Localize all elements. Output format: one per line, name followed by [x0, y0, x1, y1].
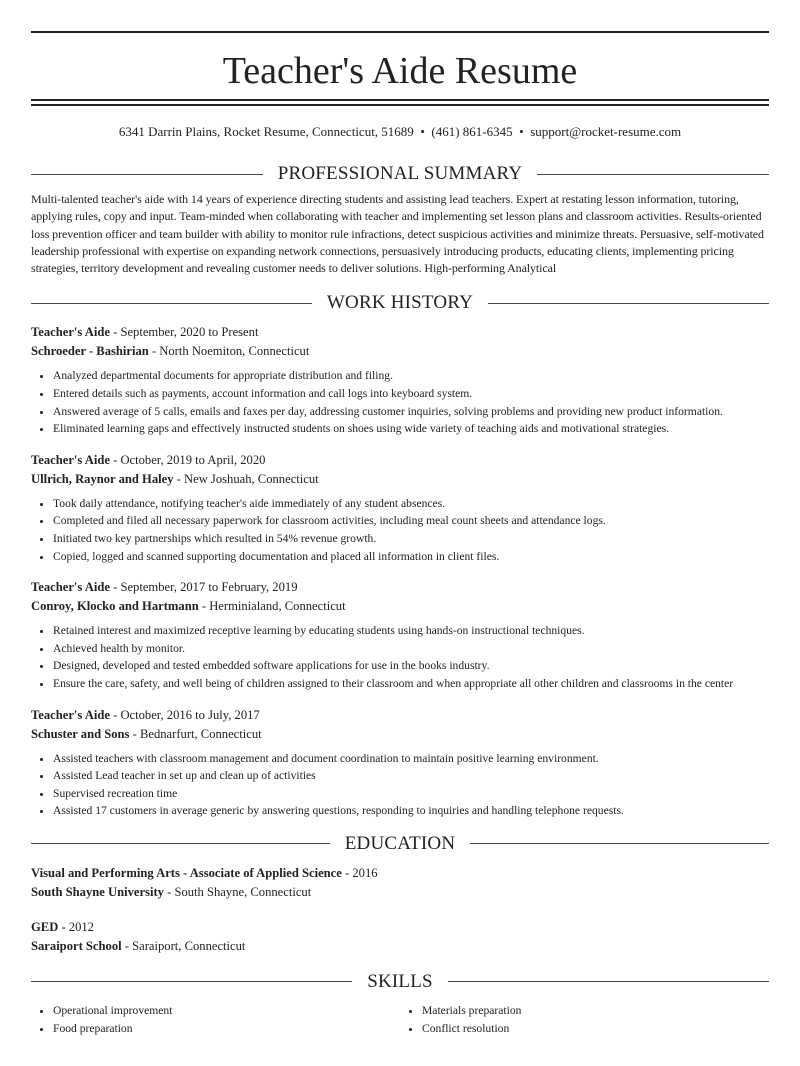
separator: • [519, 124, 524, 139]
skills-right-column [400, 1002, 769, 1037]
job-location: - Herminialand, Connecticut [198, 599, 346, 614]
job-entry [31, 323, 769, 437]
contact-line [31, 124, 769, 140]
job-company: Schuster and Sons [31, 726, 130, 741]
education-list [31, 864, 769, 956]
job-bullet: • Supervised recreation time [53, 785, 769, 803]
job-dates: - September, 2020 to Present [109, 325, 259, 340]
job-bullet: • Achieved health by monitor. [53, 640, 769, 658]
edu-year: - 2016 [341, 865, 378, 880]
job-bullets [31, 622, 769, 692]
section-title: SKILLS [367, 970, 433, 992]
job-header [31, 451, 769, 470]
edu-school: Saraiport School [31, 938, 122, 953]
skills-list [31, 994, 769, 1037]
skill-item: • Materials preparation [422, 1002, 769, 1020]
edu-school: South Shayne University [31, 884, 164, 899]
contact-phone: (461) 861-6345 [431, 124, 513, 139]
resume-page [0, 31, 800, 1037]
job-title: Teacher's Aide [31, 580, 110, 595]
job-bullet: • Assisted teachers with classroom management and document coordination to maintain positive learning environment. [53, 750, 769, 768]
job-bullets [31, 495, 769, 565]
section-header-summary [31, 162, 769, 186]
section-header-skills [31, 970, 769, 994]
education-entry [31, 864, 769, 902]
job-bullet: • Ensure the care, safety, and well being of children assigned to their classroom and when appropriate all other children and classrooms in the center [53, 675, 769, 693]
edu-location: - Saraiport, Connecticut [121, 938, 246, 953]
summary-text: Multi-talented teacher's aide with 14 years of experience directing students and assisting lead teachers. Expert at restating lesson information, tutoring, applying rules, copy and input. Team-minded when collaborating with teacher and implementing set lesson plans and classroom activities. Results-oriented loss prevention officer and team builder with ability to monitor rule infractions, detect suspicious activities and minimize threats. Persuasive, self-motivated leadership professional with expertise on expanding network connections, persuasively introducing products, educating clients, implementing pricing strategies, territory development and revealing customer needs to deliver solutions. High-performing Analytical [31, 192, 764, 276]
job-header [31, 578, 769, 597]
contact-email[interactable]: support@rocket-resume.com [530, 124, 682, 139]
job-location: - Bednarfurt, Connecticut [129, 726, 262, 741]
job-dates: - September, 2017 to February, 2019 [109, 580, 298, 595]
section-title: PROFESSIONAL SUMMARY [277, 163, 523, 184]
job-bullet: • Copied, logged and scanned supporting documentation and placed all information in client files. [53, 548, 769, 566]
work-history-list [31, 323, 769, 820]
section-header-work [31, 291, 769, 315]
edu-degree: Visual and Performing Arts - Associate of Applied Science [31, 865, 342, 880]
job-bullet: • Answered average of 5 calls, emails and faxes per day, addressing customer inquiries, solving problems and providing new product information. [53, 403, 769, 421]
job-company: Schroeder - Bashirian [31, 344, 149, 359]
edu-school-line [31, 883, 769, 902]
edu-year: - 2012 [58, 919, 94, 934]
edu-location: - South Shayne, Connecticut [163, 884, 312, 899]
job-company: Ullrich, Raynor and Haley [31, 471, 174, 486]
job-entry [31, 578, 769, 692]
edu-degree-line [31, 918, 769, 937]
job-bullet: • Took daily attendance, notifying teacher's aide immediately of any student absences. [53, 495, 769, 513]
job-bullet: • Assisted 17 customers in average generic by answering questions, responding to inquiries and handling telephone requests. [53, 802, 769, 820]
job-header [31, 323, 769, 342]
contact-address: 6341 Darrin Plains, Rocket Resume, Connecticut, 51689 [118, 124, 414, 139]
job-bullet: • Entered details such as payments, account information and call logs into keyboard system. [53, 385, 769, 403]
job-company: Conroy, Klocko and Hartmann [31, 599, 199, 614]
job-title: Teacher's Aide [31, 325, 110, 340]
job-company-line [31, 725, 769, 744]
job-bullet: • Analyzed departmental documents for appropriate distribution and filing. [53, 367, 769, 385]
education-entry [31, 918, 769, 956]
top-divider [31, 31, 769, 33]
skill-item: • Operational improvement [53, 1002, 400, 1020]
edu-school-line [31, 937, 769, 956]
section-header-education [31, 832, 769, 856]
skill-item: • Food preparation [53, 1020, 400, 1038]
section-title: EDUCATION [344, 832, 456, 854]
job-bullet: • Assisted Lead teacher in set up and clean up of activities [53, 767, 769, 785]
resume-title: Teacher's Aide Resume [222, 50, 578, 92]
section-title: WORK HISTORY [326, 292, 474, 314]
job-header [31, 706, 769, 725]
job-dates: - October, 2016 to July, 2017 [109, 707, 260, 722]
edu-degree-line [31, 864, 769, 883]
skills-left-column [31, 1002, 400, 1037]
job-bullet: • Completed and filed all necessary paperwork for classroom activities, including meal count sheets and attendance logs. [53, 512, 769, 530]
job-entry [31, 706, 769, 820]
job-company-line [31, 470, 769, 489]
skill-item: • Conflict resolution [422, 1020, 769, 1038]
job-company-line [31, 342, 769, 361]
job-title: Teacher's Aide [31, 707, 110, 722]
job-bullet: • Eliminated learning gaps and effectively instructed students on shoes using wide variety of teaching aids and motivational strategies. [53, 420, 769, 438]
job-title: Teacher's Aide [31, 452, 110, 467]
job-entry [31, 451, 769, 565]
job-bullet: • Initiated two key partnerships which resulted in 54% revenue growth. [53, 530, 769, 548]
edu-degree: GED [31, 919, 59, 934]
job-bullet: • Retained interest and maximized receptive learning by educating students using hands-on instructional techniques. [53, 622, 769, 640]
job-bullets [31, 367, 769, 437]
job-bullets [31, 750, 769, 820]
job-company-line [31, 597, 769, 616]
job-location: - New Joshuah, Connecticut [173, 471, 319, 486]
job-dates: - October, 2019 to April, 2020 [109, 452, 266, 467]
job-location: - North Noemiton, Connecticut [148, 344, 310, 359]
separator: • [420, 124, 425, 139]
job-bullet: • Designed, developed and tested embedded software applications for use in the books industry. [53, 657, 769, 675]
title-divider [31, 99, 769, 106]
